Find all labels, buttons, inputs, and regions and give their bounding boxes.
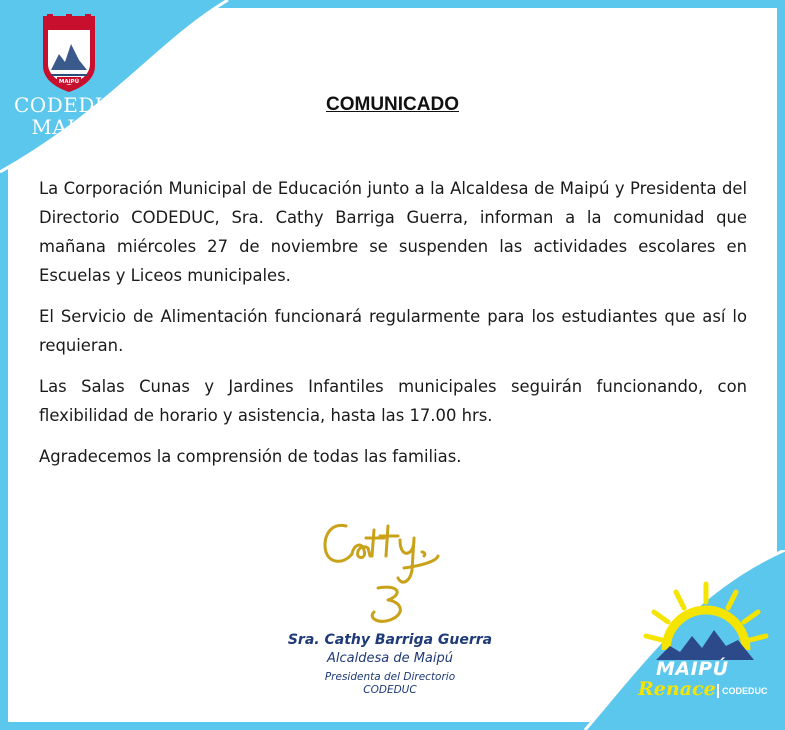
signatory-subrole: Presidenta del Directorio: [324, 671, 456, 683]
paragraph: Las Salas Cunas y Jardines Infantiles municipales seguirán funcionando, con flexibilidad de horario y asistencia, hasta las 17.00 hrs.: [39, 377, 747, 425]
sun-icon: [636, 580, 776, 670]
brand-name: MAIPÚ: [656, 658, 729, 680]
signatory-role: Alcaldesa de Maipú: [326, 651, 454, 666]
document-title: COMUNICADO: [326, 94, 459, 115]
brand-slogan: Renace: [638, 678, 716, 700]
paragraph: El Servicio de Alimentación funcionará regularmente para los estudiantes que así lo requieran.: [39, 307, 747, 355]
document-body: [39, 174, 747, 483]
logo-divider: [717, 684, 719, 698]
crest-label: MAIPÚ: [58, 79, 80, 85]
signatory-name: Sra. Cathy Barriga Guerra: [287, 632, 493, 648]
signatory-org: CODEDUC: [363, 684, 417, 696]
crest-icon: [37, 14, 101, 94]
logo-line-2: MAIPÚ: [31, 115, 107, 139]
logo-line-1: CODEDUC: [14, 93, 129, 117]
codeduc-logo: [14, 14, 129, 144]
handwritten-signature: [318, 508, 478, 638]
maipu-renace-logo: [636, 580, 776, 720]
paragraph: La Corporación Municipal de Educación junto a la Alcaldesa de Maipú y Presidenta del Directorio CODEDUC, Sra. Cathy Barriga Guerra, informan a la comunidad que mañana miércoles 27 de noviembre se suspenden las actividades escolares en Escuelas y Liceos municipales.: [39, 179, 747, 285]
paragraph: Agradecemos la comprensión de todas las familias.: [39, 447, 462, 466]
brand-org: CODEDUC: [722, 686, 768, 696]
